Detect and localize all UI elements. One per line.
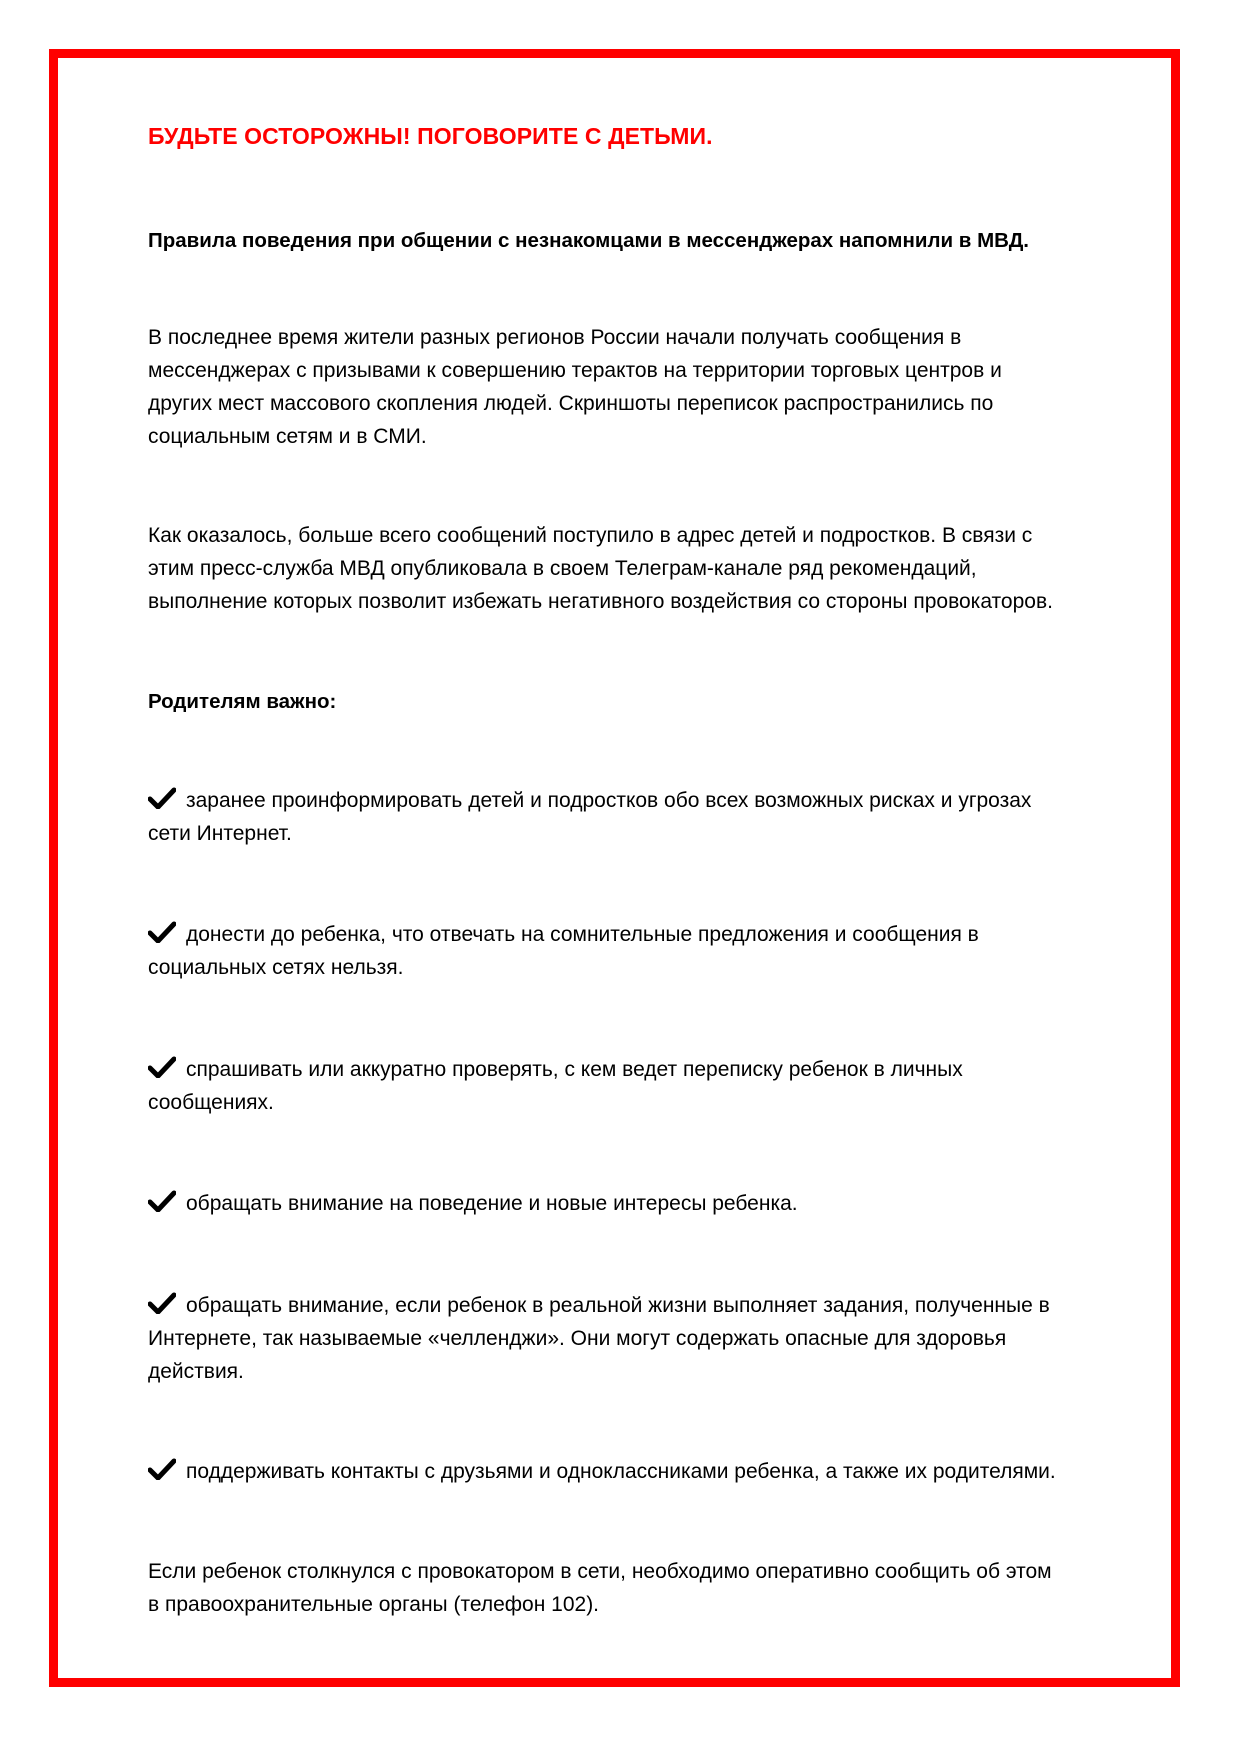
closing-paragraph — [148, 1555, 1148, 1621]
recommendation-item — [148, 1053, 1148, 1119]
check-icon — [148, 921, 176, 943]
recommendation-item — [148, 1187, 1148, 1220]
recommendation-text: заранее проинформировать детей и подростков обо всех возможных рисках и угрозах — [186, 789, 1032, 812]
intro-paragraph — [148, 321, 1148, 453]
check-icon — [148, 1458, 176, 1480]
check-icon — [148, 1190, 176, 1212]
closing-line: в правоохранительные органы (телефон 102). — [148, 1593, 600, 1616]
recommendation-text: донести до ребенка, что отвечать на сомнительные предложения и сообщения в — [186, 923, 979, 946]
recommendation-item — [148, 1455, 1148, 1488]
document-subtitle: Правила поведения при общении с незнакомцами в мессенджерах напомнили в МВД. — [148, 229, 1029, 252]
recommendation-text: сети Интернет. — [148, 822, 292, 845]
page-border — [49, 49, 1180, 1687]
check-icon — [148, 787, 176, 809]
recommendation-text: действия. — [148, 1360, 244, 1383]
intro-line: других мест массового скопления людей. Скриншоты переписок распространились по — [148, 392, 994, 415]
context-paragraph — [148, 519, 1148, 618]
recommendation-item — [148, 1289, 1148, 1388]
context-line: выполнение которых позволит избежать негативного воздействия со стороны провокаторов. — [148, 590, 1053, 613]
recommendation-text: Интернете, так называемые «челленджи». Они могут содержать опасные для здоровья — [148, 1327, 1007, 1350]
recommendation-item — [148, 784, 1148, 850]
recommendation-text: сообщениях. — [148, 1091, 274, 1114]
check-icon — [148, 1056, 176, 1078]
check-icon — [148, 1292, 176, 1314]
document-title: БУДЬТЕ ОСТОРОЖНЫ! ПОГОВОРИТЕ С ДЕТЬМИ. — [148, 123, 713, 149]
intro-line: социальным сетям и в СМИ. — [148, 425, 427, 448]
context-line: Как оказалось, больше всего сообщений поступило в адрес детей и подростков. В связи с — [148, 524, 1033, 547]
recommendation-text: поддерживать контакты с друзьями и одноклассниками ребенка, а также их родителями. — [186, 1460, 1056, 1483]
recommendation-text: социальных сетях нельзя. — [148, 956, 404, 979]
recommendation-item — [148, 918, 1148, 984]
recommendation-text: обращать внимание, если ребенок в реальной жизни выполняет задания, полученные в — [186, 1294, 1050, 1317]
recommendation-text: обращать внимание на поведение и новые интересы ребенка. — [186, 1192, 798, 1215]
intro-line: мессенджерах с призывами к совершению терактов на территории торговых центров и — [148, 359, 1002, 382]
recommendation-text: спрашивать или аккуратно проверять, с кем ведет переписку ребенок в личных — [186, 1058, 963, 1081]
closing-line: Если ребенок столкнулся с провокатором в сети, необходимо оперативно сообщить об этом — [148, 1560, 1052, 1583]
intro-line: В последнее время жители разных регионов России начали получать сообщения в — [148, 326, 962, 349]
context-line: этим пресс-служба МВД опубликовала в своем Телеграм-канале ряд рекомендаций, — [148, 557, 977, 580]
parents-label: Родителям важно: — [148, 690, 337, 713]
